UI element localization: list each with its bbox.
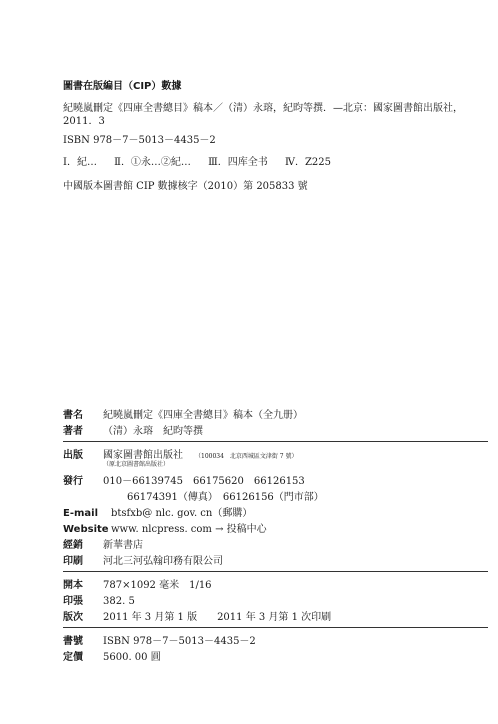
cip-class-4: Ⅳ．Z225: [284, 157, 331, 168]
website-value: www. nlcpress. com → 投稿中心: [111, 524, 267, 535]
publisher-former: （原北京圖書館出版社）: [103, 461, 170, 468]
website-label: Website: [63, 524, 109, 535]
imprint-row-publisher-former: [63, 459, 488, 472]
cip-description: 紀曉嵐刪定《四庫全書總目》稿本／（清）永瑢，紀昀等撰．—北京：國家圖書館出版社，: [63, 103, 463, 114]
imprint-row-distribution: [63, 472, 488, 488]
imprint-row-book: [63, 406, 488, 422]
imprint-row-isbn: [63, 632, 488, 648]
imprint-row-printer: [63, 552, 488, 568]
publisher-label: 出版: [63, 450, 83, 461]
isbn-value: ISBN 978－7－5013－4435－2: [103, 636, 256, 647]
distribution-phones: 010－66139745 66175620 66126153: [103, 476, 305, 487]
sheets-value: 382. 5: [103, 596, 135, 607]
imprint-row-publisher: [63, 446, 488, 459]
imprint-row-format: [63, 576, 488, 592]
imprint-row-seller: [63, 536, 488, 552]
cip-isbn: ISBN 978－7－5013－4435－2: [63, 135, 216, 146]
price-label: 定價: [63, 652, 83, 663]
imprint-row-sheets: [63, 592, 488, 608]
author-label: 著者: [63, 426, 83, 437]
distribution-phones-2: 66174391（傳真） 66126156（門市部）: [127, 492, 324, 503]
edition-value: 2011 年 3 月第 1 版 2011 年 3 月第 1 次印刷: [103, 612, 332, 623]
book-value: 紀曉嵐刪定《四庫全書總目》稿本（全九册）: [103, 410, 303, 421]
author-value: （清）永瑢 紀昀等撰: [103, 426, 203, 437]
seller-value: 新華書店: [103, 540, 143, 551]
seller-label: 經銷: [63, 540, 83, 551]
cip-class-3: Ⅲ．四库全书: [208, 157, 268, 168]
printer-label: 印刷: [63, 556, 83, 567]
price-value: 5600. 00 圓: [103, 652, 161, 663]
imprint-row-distribution-2: [63, 488, 488, 504]
email-label: E-mail: [63, 508, 99, 519]
divider: [63, 571, 488, 572]
book-label: 書名: [63, 410, 83, 421]
email-value: btsfxb@ nlc. gov. cn（郵購）: [111, 508, 253, 519]
cip-date: 2011．3: [63, 116, 105, 127]
cip-number: 中國版本圖書館 CIP 數據核字（2010）第 205833 號: [63, 181, 308, 192]
imprint-block: [63, 406, 488, 664]
imprint-row-price: [63, 648, 488, 664]
publisher-value: 國家圖書館出版社: [103, 450, 183, 461]
cip-classification: [63, 156, 483, 169]
cip-class-2: Ⅱ．①永…②紀…: [114, 157, 191, 168]
cip-class-1: Ⅰ．紀…: [63, 157, 97, 168]
sheets-label: 印張: [63, 596, 83, 607]
printer-value: 河北三河弘翰印務有限公司: [103, 556, 223, 567]
format-value: 787×1092 毫米 1/16: [103, 580, 212, 591]
isbn-label: 書號: [63, 636, 83, 647]
imprint-row-author: [63, 422, 488, 438]
cip-title: 圖書在版編目（CIP）數據: [63, 81, 182, 92]
format-label: 開本: [63, 580, 83, 591]
divider: [63, 627, 488, 628]
divider: [63, 441, 488, 442]
imprint-row-edition: [63, 608, 488, 624]
edition-label: 版次: [63, 612, 83, 623]
distribution-label: 發行: [63, 476, 83, 487]
cip-block: [63, 77, 483, 193]
imprint-row-website: [63, 520, 488, 536]
imprint-row-email: [63, 504, 488, 520]
publisher-address: （100034 北京西城區文津街 7 號）: [195, 453, 298, 460]
